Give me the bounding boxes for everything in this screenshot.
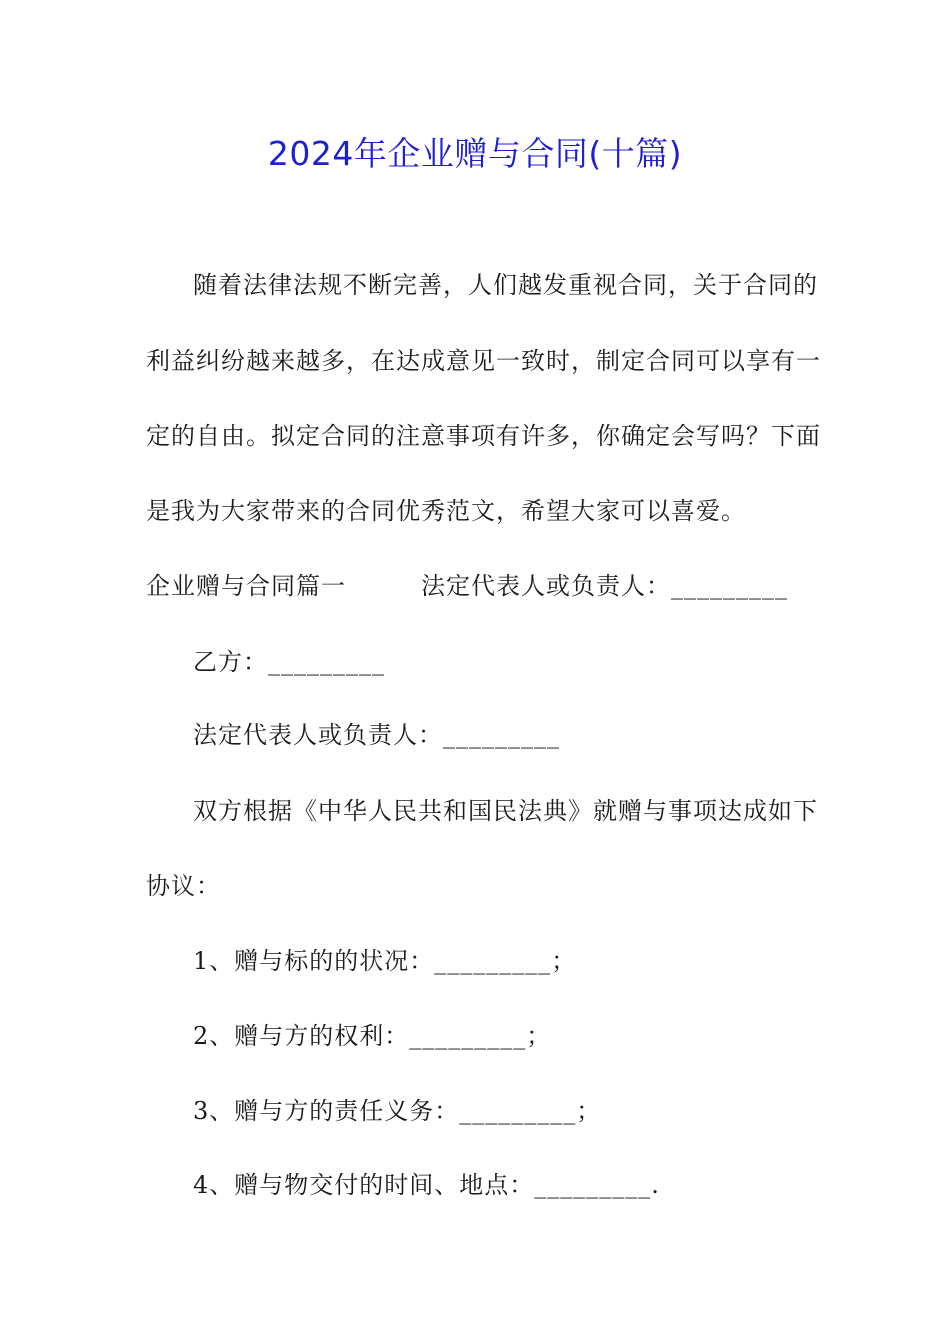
party-b-line: 乙方：_________ xyxy=(193,648,385,676)
section-heading-line: 企业赠与合同篇一 法定代表人或负责人：_________ xyxy=(146,572,788,600)
intro-line-4: 是我为大家带来的合同优秀范文，希望大家可以喜爱。 xyxy=(146,497,746,525)
intro-line-1: 随着法律法规不断完善，人们越发重视合同，关于合同的 xyxy=(193,271,818,299)
agreement-line-2: 协议： xyxy=(146,872,221,900)
document-title: 2024年企业赠与合同(十篇) xyxy=(267,134,683,173)
clause-2: 2、赠与方的权利：_________； xyxy=(193,1022,552,1050)
intro-line-2: 利益纠纷越来越多，在达成意见一致时，制定合同可以享有一 xyxy=(146,347,821,375)
party-b-representative-line: 法定代表人或负责人：_________ xyxy=(193,721,560,749)
intro-line-3: 定的自由。拟定合同的注意事项有许多，你确定会写吗？下面 xyxy=(146,422,821,450)
agreement-line-1: 双方根据《中华人民共和国民法典》就赠与事项达成如下 xyxy=(193,797,818,825)
clause-4: 4、赠与物交付的时间、地点：_________. xyxy=(193,1171,660,1199)
clause-1: 1、赠与标的的状况：_________； xyxy=(193,947,577,975)
clause-3: 3、赠与方的责任义务：_________； xyxy=(193,1097,602,1125)
